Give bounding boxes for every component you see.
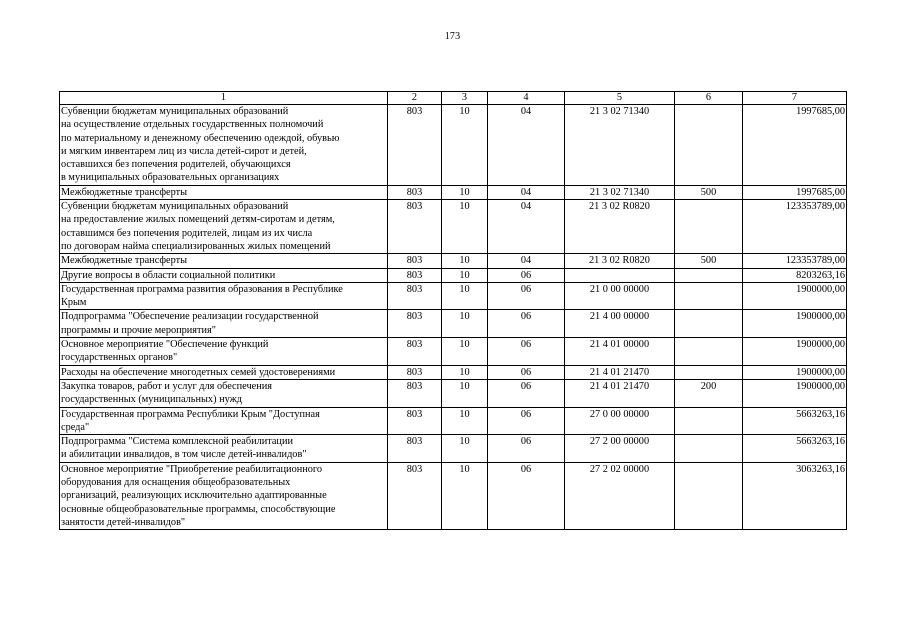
code-expense-type [675, 200, 743, 254]
col-header-4: 4 [488, 92, 565, 105]
row-amount: 5663263,16 [743, 435, 847, 463]
row-name: Закупка товаров, работ и услуг для обеспечения государственных (муниципальных) нужд [60, 379, 388, 407]
row-amount: 8203263,16 [743, 268, 847, 282]
code-expense-type [675, 268, 743, 282]
row-name: Основное мероприятие "Обеспечение функций государственных органов" [60, 338, 388, 366]
code-subsection: 04 [488, 185, 565, 199]
code-expense-type [675, 407, 743, 435]
row-amount: 1900000,00 [743, 338, 847, 366]
code-subsection: 06 [488, 379, 565, 407]
table-row [60, 185, 847, 199]
table-row [60, 254, 847, 268]
code-expense-type [675, 310, 743, 338]
row-amount: 1997685,00 [743, 185, 847, 199]
code-expense-type [675, 365, 743, 379]
row-name: Другие вопросы в области социальной политики [60, 268, 388, 282]
code-subsection: 04 [488, 200, 565, 254]
code-target [565, 268, 675, 282]
table-row [60, 105, 847, 186]
row-amount: 5663263,16 [743, 407, 847, 435]
table-row [60, 407, 847, 435]
code-subsection: 06 [488, 338, 565, 366]
table-row [60, 462, 847, 529]
code-target: 21 3 02 71340 [565, 185, 675, 199]
code-section: 10 [442, 462, 488, 529]
row-amount: 1900000,00 [743, 310, 847, 338]
code-expense-type: 200 [675, 379, 743, 407]
budget-table [59, 91, 847, 530]
code-target: 21 3 02 71340 [565, 105, 675, 186]
code-expense-type [675, 462, 743, 529]
code-ministry: 803 [388, 462, 442, 529]
row-name: Субвенции бюджетам муниципальных образований на предоставление жилых помещений детям-сиротам и детям, оставшимся без попечения родителей, лицам из их числа по договорам найма специализированных жилых помещений [60, 200, 388, 254]
code-ministry: 803 [388, 365, 442, 379]
table-body [60, 105, 847, 530]
table-row [60, 435, 847, 463]
col-header-3: 3 [442, 92, 488, 105]
code-section: 10 [442, 338, 488, 366]
code-section: 10 [442, 435, 488, 463]
row-amount: 123353789,00 [743, 254, 847, 268]
code-expense-type: 500 [675, 254, 743, 268]
code-ministry: 803 [388, 435, 442, 463]
code-subsection: 06 [488, 268, 565, 282]
row-amount: 1997685,00 [743, 105, 847, 186]
code-target: 21 4 01 21470 [565, 379, 675, 407]
row-name: Государственная программа Республики Крым "Доступная среда" [60, 407, 388, 435]
row-amount: 123353789,00 [743, 200, 847, 254]
code-section: 10 [442, 268, 488, 282]
code-subsection: 06 [488, 365, 565, 379]
code-ministry: 803 [388, 379, 442, 407]
col-header-1: 1 [60, 92, 388, 105]
code-target: 21 3 02 R0820 [565, 200, 675, 254]
row-name: Подпрограмма "Обеспечение реализации государственной программы и прочие мероприятия" [60, 310, 388, 338]
code-expense-type [675, 435, 743, 463]
code-section: 10 [442, 365, 488, 379]
col-header-6: 6 [675, 92, 743, 105]
code-section: 10 [442, 282, 488, 310]
code-subsection: 06 [488, 462, 565, 529]
code-section: 10 [442, 185, 488, 199]
code-ministry: 803 [388, 185, 442, 199]
code-subsection: 04 [488, 254, 565, 268]
table-row [60, 379, 847, 407]
code-target: 27 2 00 00000 [565, 435, 675, 463]
row-name: Подпрограмма "Система комплексной реабилитации и абилитации инвалидов, в том числе детей-инвалидов" [60, 435, 388, 463]
code-target: 21 0 00 00000 [565, 282, 675, 310]
code-target: 27 2 02 00000 [565, 462, 675, 529]
page-number: 173 [444, 31, 461, 42]
row-name: Расходы на обеспечение многодетных семей удостоверениями [60, 365, 388, 379]
row-amount: 3063263,16 [743, 462, 847, 529]
table-row [60, 268, 847, 282]
header-row [60, 92, 847, 105]
table-row [60, 338, 847, 366]
row-name: Межбюджетные трансферты [60, 254, 388, 268]
code-expense-type [675, 338, 743, 366]
row-amount: 1900000,00 [743, 282, 847, 310]
code-subsection: 06 [488, 310, 565, 338]
code-ministry: 803 [388, 282, 442, 310]
col-header-5: 5 [565, 92, 675, 105]
code-ministry: 803 [388, 310, 442, 338]
table-row [60, 200, 847, 254]
code-target: 21 4 01 21470 [565, 365, 675, 379]
row-amount: 1900000,00 [743, 379, 847, 407]
row-name: Государственная программа развития образования в Республике Крым [60, 282, 388, 310]
code-section: 10 [442, 310, 488, 338]
code-subsection: 06 [488, 435, 565, 463]
code-ministry: 803 [388, 407, 442, 435]
col-header-2: 2 [388, 92, 442, 105]
row-name: Межбюджетные трансферты [60, 185, 388, 199]
code-target: 21 4 01 00000 [565, 338, 675, 366]
row-amount: 1900000,00 [743, 365, 847, 379]
code-section: 10 [442, 254, 488, 268]
row-name: Субвенции бюджетам муниципальных образований на осуществление отдельных государственных полномочий по материальному и денежному обеспечению одеждой, обувью и мягким инвентарем лиц из числа детей-сирот и детей, оставшихся без попечения родителей, обучающихся в муниципальных образовательных организациях [60, 105, 388, 186]
code-ministry: 803 [388, 105, 442, 186]
table-row [60, 365, 847, 379]
code-section: 10 [442, 379, 488, 407]
code-ministry: 803 [388, 200, 442, 254]
code-ministry: 803 [388, 254, 442, 268]
code-expense-type [675, 282, 743, 310]
code-target: 21 4 00 00000 [565, 310, 675, 338]
code-section: 10 [442, 200, 488, 254]
code-ministry: 803 [388, 338, 442, 366]
table-row [60, 282, 847, 310]
code-target: 27 0 00 00000 [565, 407, 675, 435]
code-ministry: 803 [388, 268, 442, 282]
row-name: Основное мероприятие "Приобретение реабилитационного оборудования для оснащения общеобразовательных организаций, реализующих исключительно адаптированные основные общеобразовательные программы, способствующие занятости детей-инвалидов" [60, 462, 388, 529]
code-expense-type [675, 105, 743, 186]
table-row [60, 310, 847, 338]
code-subsection: 06 [488, 407, 565, 435]
code-expense-type: 500 [675, 185, 743, 199]
col-header-7: 7 [743, 92, 847, 105]
code-subsection: 06 [488, 282, 565, 310]
code-target: 21 3 02 R0820 [565, 254, 675, 268]
code-section: 10 [442, 407, 488, 435]
code-subsection: 04 [488, 105, 565, 186]
code-section: 10 [442, 105, 488, 186]
